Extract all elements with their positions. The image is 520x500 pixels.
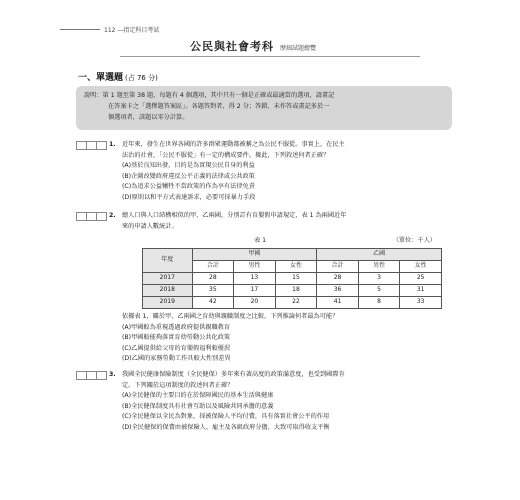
question-body <box>122 140 462 203</box>
book-title-main: 公民與社會考科 <box>190 40 274 53</box>
question-prompt: 依據表 1，關於甲、乙兩國之育幼與親職制度之比較，下列推論何者最為可能？ <box>122 313 339 320</box>
table-unit: （單位：千人） <box>392 237 436 244</box>
group-header: 乙國 <box>317 249 442 261</box>
row-header-label: 年度 <box>143 249 193 273</box>
question-stem-line: 我國全民健康保險制度（全民健保）多年來有著高度的政策滿意度，也受到國際肯 <box>122 371 345 378</box>
table-row <box>143 297 442 309</box>
column-header: 合計 <box>317 261 359 273</box>
question-number: 3. <box>109 371 116 378</box>
table-cell: 31 <box>400 285 442 297</box>
data-table <box>142 248 442 309</box>
exam-page <box>50 18 490 488</box>
section-points: (占 76 分) <box>125 74 158 82</box>
answer-record-boxes <box>76 141 106 150</box>
question-stem-line: 定。下列關於這項制度的敘述何者正確？ <box>122 381 234 389</box>
table-caption: 表 1 <box>254 237 267 244</box>
running-head <box>60 22 450 36</box>
question-stem-line: 近年來，發生在世界各國的許多群眾運動都被稱之為公民不服從。事實上，在民主 <box>122 141 345 148</box>
table-cell: 28 <box>317 273 359 285</box>
answer-record-boxes <box>76 371 106 380</box>
instructions-box <box>76 86 452 130</box>
table-cell: 35 <box>192 285 234 297</box>
running-head-text: 112 —指定科目考試 <box>104 26 160 34</box>
table-cell: 22 <box>275 297 317 309</box>
column-header: 男性 <box>358 261 400 273</box>
title-divider <box>120 56 420 57</box>
option-b: (B)甲國較能夠落實育幼勞動公共化政策 <box>122 334 231 341</box>
option-b: (B)企圖改變政府違反公平正義的法律或公共政策 <box>122 172 255 180</box>
column-header: 女性 <box>400 261 442 273</box>
table-row <box>143 273 442 285</box>
table-cell: 15 <box>275 273 317 285</box>
option-b: (B)全民健保制度具有社會互助以及風險共同承擔的意義 <box>122 402 274 410</box>
option-d: (D)原則以和平方式表達訴求，必要可採暴力手段 <box>122 193 256 201</box>
book-title-subtitle: 歷屆試題總覽 <box>280 45 317 52</box>
column-header: 女性 <box>275 261 317 273</box>
option-c: (C)為追求公益犧牲不當政策的作為享有法律免責 <box>122 183 255 190</box>
question-stem-line: 來的申請人數統計。 <box>122 222 178 230</box>
row-year: 2019 <box>143 297 193 309</box>
table-caption-row <box>122 236 436 248</box>
table-cell: 41 <box>317 297 359 309</box>
section-title-text: 一、單選題 <box>78 73 124 83</box>
table-cell: 3 <box>358 273 400 285</box>
option-a: (A)基於良知出發，目的是為實現公民自身的利益 <box>122 162 255 169</box>
question-stem-line: 法治的社會，「公民不服從」有一定的構成要件。據此，下列敘述何者正確？ <box>122 151 330 159</box>
option-c: (C)乙國提供給父母的育嬰假福利較優渥 <box>122 344 231 352</box>
instructions-line: 在答案卡之「選擇題答案區」。各題答對者，得 2 分；答錯、未作答或畫記多於一 <box>108 103 330 110</box>
table-cell: 42 <box>192 297 234 309</box>
divider-line <box>60 29 100 30</box>
option-a: (A)甲國較為重視透過政府提供親職教育 <box>122 323 231 331</box>
table-cell: 28 <box>192 273 234 285</box>
option-a: (A)全民健保的主要目的在於保障國民的基本生活與健康 <box>122 392 274 399</box>
table-cell: 25 <box>400 273 442 285</box>
question-body <box>122 211 462 365</box>
option-d: (D)乙國的家務勞動工作具較大性別差異 <box>122 355 231 362</box>
question-body <box>122 370 462 433</box>
answer-record-boxes <box>76 212 106 221</box>
instructions-line: 個選項者，該題以零分計算。 <box>108 114 189 121</box>
book-title <box>190 38 316 54</box>
table-cell: 33 <box>400 297 442 309</box>
table-cell: 18 <box>275 285 317 297</box>
group-header: 甲國 <box>192 249 317 261</box>
option-c: (C)全民健保以全民為對象，採被保險人平均付費，具有落實社會公平的作用 <box>122 413 330 420</box>
table-cell: 13 <box>234 273 276 285</box>
question-stem-line: 總人口與人口結構相似的甲、乙兩國，分別訂有育嬰假申請規定，表 1 為兩國近年 <box>122 212 347 219</box>
row-year: 2017 <box>143 273 193 285</box>
table-cell: 5 <box>358 285 400 297</box>
table-cell: 36 <box>317 285 359 297</box>
column-header: 合計 <box>192 261 234 273</box>
question-number: 2. <box>109 212 116 219</box>
table-row <box>143 285 442 297</box>
table-cell: 20 <box>234 297 276 309</box>
option-d: (D)全民健保的保費由被保險人、雇主及各級政府分擔，大致可取得收支平衡 <box>122 423 330 431</box>
row-year: 2018 <box>143 285 193 297</box>
table-cell: 8 <box>358 297 400 309</box>
column-header: 男性 <box>234 261 276 273</box>
section-heading <box>78 70 158 83</box>
instructions-line: 說明：第 1 題至第 38 題，每題有 4 個選項，其中只有一個是正確或最適當的選項，請畫記 <box>84 92 335 99</box>
table-cell: 17 <box>234 285 276 297</box>
question-number: 1. <box>109 141 116 148</box>
